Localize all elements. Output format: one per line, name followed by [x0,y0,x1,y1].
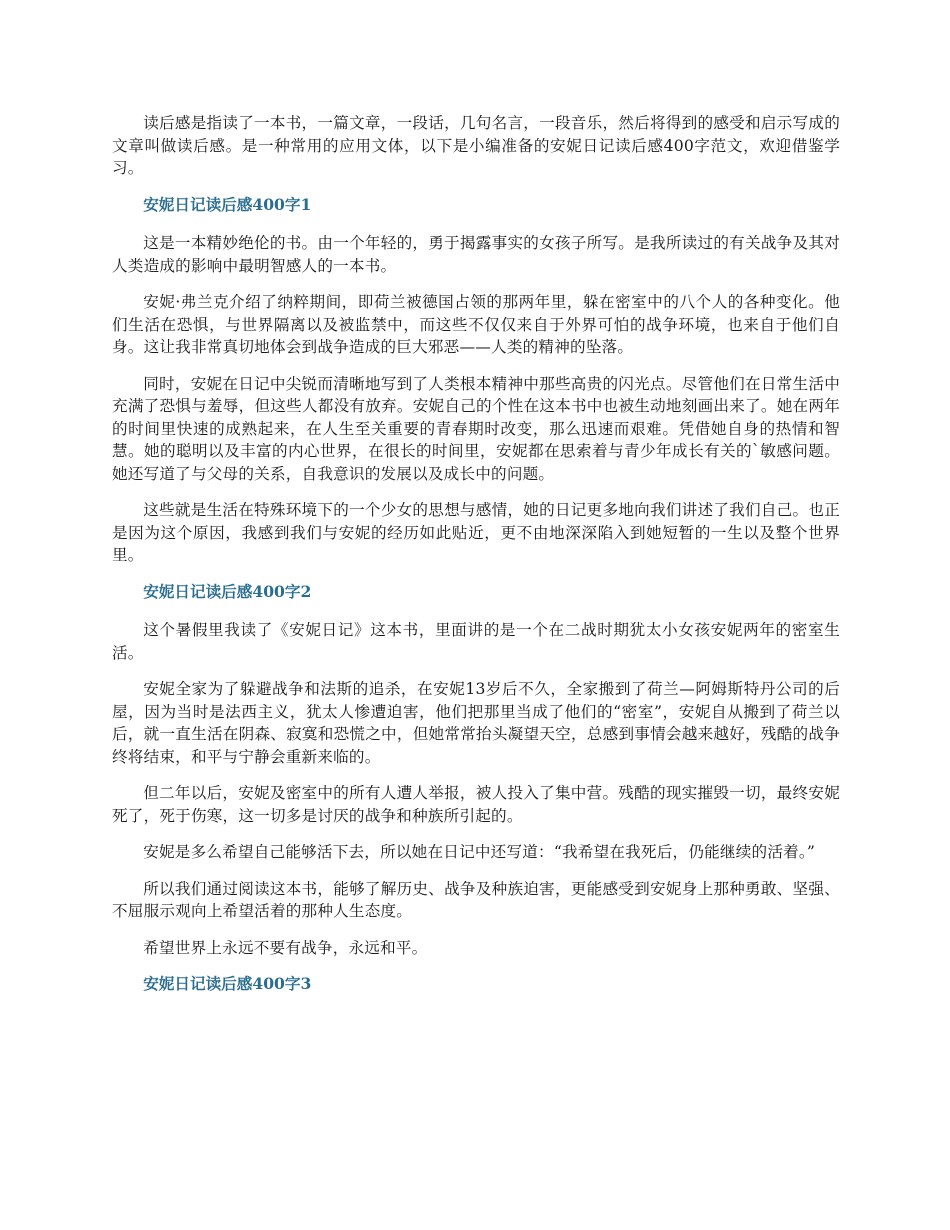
paragraph: 但二年以后，安妮及密室中的所有人遭人举报，被人投入了集中营。残酷的现实摧毁一切，最终安妮死了，死于伤寒，这一切多是讨厌的战争和种族所引起的。 [112,784,840,825]
paragraph: 希望世界上永远不要有战争，永远和平。 [143,938,428,957]
essay-section-3 [112,973,840,996]
paragraph: 这个暑假里我读了《安妮日记》这本书，里面讲的是一个在二战时期犹太小女孩安妮两年的密室生活。 [112,621,840,662]
intro-paragraph: 读后感是指读了一本书，一篇文章，一段话，几句名言，一段音乐，然后将得到的感受和启示写成的文章叫做读后感。是一种常用的应用文体，以下是小编准备的安妮日记读后感400字范文，欢迎借鉴学习。 [112,114,840,177]
paragraph: 同时，安妮在日记中尖锐而清晰地写到了人类根本精神中那些高贵的闪光点。尽管他们在日常生活中充满了恐惧与羞辱，但这些人都没有放弃。安妮自己的个性在这本书中也被生动地刻画出来了。她在两年的时间里快速的成熟起来，在人生至关重要的青春期时改变，那么迅速而艰难。凭借她自身的热情和智慧。她的聪明以及丰富的内心世界，在很长的时间里，安妮都在思索着与青少年成长有关的`敏感问题。她还写道了与父母的关系，自我意识的发展以及成长中的问题。 [112,374,840,483]
paragraph: 安妮全家为了躲避战争和法斯的追杀，在安妮13岁后不久，全家搬到了荷兰—阿姆斯特丹公司的后屋，因为当时是法西主义，犹太人惨遭迫害，他们把那里当成了他们的“密室”，安妮自从搬到了荷兰以后，就一直生活在阴森、寂寞和恐慌之中，但她常常抬头凝望天空，总感到事情会越来越好，残酷的战争终将结束，和平与宁静会重新来临的。 [112,680,840,766]
section-heading: 安妮日记读后感400字2 [143,581,312,601]
essay-section-1 [112,194,840,567]
section-heading: 安妮日记读后感400字3 [143,974,312,993]
paragraph: 所以我们通过阅读这本书，能够了解历史、战争及种族迫害，更能感受到安妮身上那种勇敢、坚强、不屈服示观向上希望活着的那种人生态度。 [112,879,840,920]
essay-section-2 [112,581,840,960]
paragraph: 安妮·弗兰克介绍了纳粹期间，即荷兰被德国占领的那两年里，躲在密室中的八个人的各种变化。他们生活在恐惧，与世界隔离以及被监禁中，而这些不仅仅来自于外界可怕的战争环境，也来自于他们自身。这让我非常真切地体会到战争造成的巨大邪恶——人类的精神的坠落。 [112,293,840,356]
document-page [112,112,840,1012]
paragraph: 安妮是多么希望自己能够活下去，所以她在日记中还写道：“我希望在我死后，仍能继续的活着。” [143,843,816,861]
paragraph: 这是一本精妙绝伦的书。由一个年轻的，勇于揭露事实的女孩子所写。是我所读过的有关战争及其对人类造成的影响中最明智感人的一本书。 [112,234,840,275]
paragraph: 这些就是生活在特殊环境下的一个少女的思想与感情，她的日记更多地向我们讲述了我们自己。也正是因为这个原因，我感到我们与安妮的经历如此贴近，更不由地深深陷入到她短暂的一生以及整个世界里。 [112,501,840,564]
section-heading: 安妮日记读后感400字1 [143,194,312,214]
